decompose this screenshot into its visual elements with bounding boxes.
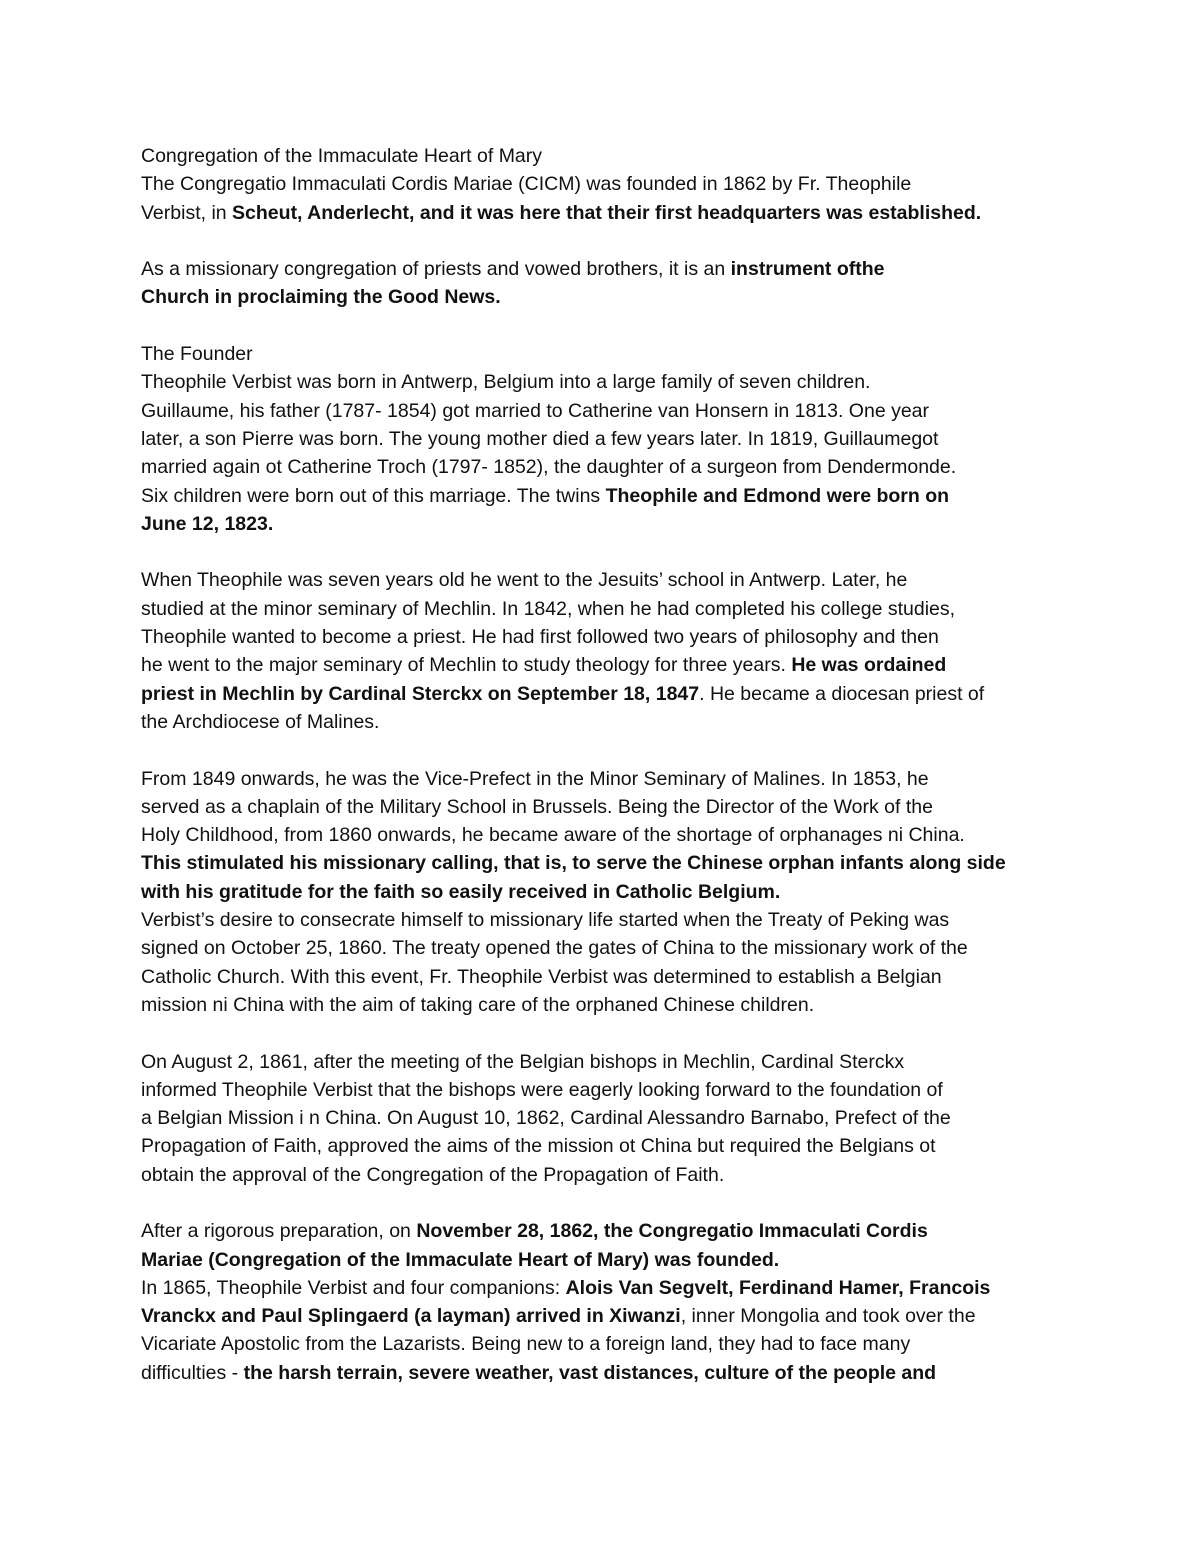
text-line (141, 1048, 1061, 1076)
text-line (141, 1246, 1061, 1274)
text-run: Theophile Verbist was born in Antwerp, Belgium into a large family of seven children. (141, 371, 871, 394)
text-line (141, 340, 1061, 368)
text-run: , inner Mongolia and took over the (680, 1305, 976, 1328)
text-line (141, 765, 1061, 793)
text-run: On August 2, 1861, after the meeting of the Belgian bishops in Mechlin, Cardinal Sterckx (141, 1050, 905, 1073)
text-line (141, 651, 1061, 679)
text-run: From 1849 onwards, he was the Vice-Prefect in the Minor Seminary of Malines. In 1853, he (141, 767, 929, 790)
text-run: served as a chaplain of the Military School in Brussels. Being the Director of the Work of the (141, 795, 933, 818)
text-line (141, 1302, 1061, 1330)
text-run: the Archdiocese of Malines. (141, 710, 380, 733)
text-line (141, 1161, 1061, 1189)
bold-text-run: June 12, 1823. (141, 512, 274, 535)
paragraph-gap (141, 227, 1061, 255)
text-run: he went to the major seminary of Mechlin to study theology for three years. (141, 654, 792, 677)
paragraph-gap (141, 538, 1061, 566)
text-line (141, 849, 1061, 877)
text-line (141, 142, 1061, 170)
text-run: When Theophile was seven years old he went to the Jesuits’ school in Antwerp. Later, he (141, 569, 908, 592)
text-run: The Congregatio Immaculati Cordis Mariae (CICM) was founded in 1862 by Fr. Theophile (141, 173, 912, 196)
bold-text-run: November 28, 1862, the Congregatio Immaculati Cordis (416, 1220, 928, 1243)
paragraph-gap (141, 312, 1061, 340)
text-run: difficulties - (141, 1361, 244, 1384)
text-line (141, 283, 1061, 311)
text-run: a Belgian Mission i n China. On August 10, 1862, Cardinal Alessandro Barnabo, Prefect of the (141, 1107, 951, 1130)
text-run: studied at the minor seminary of Mechlin. In 1842, when he had completed his college studies, (141, 597, 956, 620)
text-run: Theophile wanted to become a priest. He had first followed two years of philosophy and then (141, 626, 939, 649)
text-run: married again ot Catherine Troch (1797- 1852), the daughter of a surgeon from Dendermonde. (141, 456, 957, 479)
document-page (141, 142, 1061, 1387)
text-line (141, 623, 1061, 651)
text-line (141, 1330, 1061, 1358)
text-run: The Founder (141, 343, 253, 366)
paragraph-gap (141, 1019, 1061, 1047)
text-run: signed on October 25, 1860. The treaty opened the gates of China to the missionary work of the (141, 937, 968, 960)
paragraph (141, 255, 1061, 312)
bold-text-run: Alois Van Segvelt, Ferdinand Hamer, Francois (565, 1276, 991, 1299)
text-run: mission ni China with the aim of taking care of the orphaned Chinese children. (141, 993, 815, 1016)
text-line (141, 510, 1061, 538)
paragraph (141, 340, 1061, 538)
text-run: Propagation of Faith, approved the aims of the mission ot China but required the Belgians ot (141, 1135, 936, 1158)
text-line (141, 170, 1061, 198)
bold-text-run: He was ordained (791, 654, 947, 677)
bold-text-run: with his gratitude for the faith so easily received in Catholic Belgium. (141, 880, 781, 903)
bold-text-run: the harsh terrain, severe weather, vast distances, culture of the people and (243, 1361, 937, 1384)
paragraph-gap (141, 736, 1061, 764)
text-line (141, 199, 1061, 227)
text-line (141, 1104, 1061, 1132)
text-line (141, 425, 1061, 453)
text-run: informed Theophile Verbist that the bishops were eagerly looking forward to the foundation of (141, 1078, 943, 1101)
bold-text-run: Vranckx and Paul Splingaerd (a layman) arrived in Xiwanzi (141, 1305, 681, 1328)
paragraph (141, 566, 1061, 736)
paragraph (141, 142, 1061, 227)
text-line (141, 906, 1061, 934)
text-line (141, 595, 1061, 623)
text-line (141, 821, 1061, 849)
paragraph (141, 1048, 1061, 1189)
bold-text-run: Scheut, Anderlecht, and it was here that their first headquarters was established. (232, 201, 982, 224)
paragraph-gap (141, 1189, 1061, 1217)
text-line (141, 368, 1061, 396)
text-run: later, a son Pierre was born. The young mother died a few years later. In 1819, Guillaumegot (141, 427, 939, 450)
text-line (141, 934, 1061, 962)
text-line (141, 482, 1061, 510)
text-run: As a missionary congregation of priests and vowed brothers, it is an (141, 258, 731, 281)
text-run: After a rigorous preparation, on (141, 1220, 417, 1243)
bold-text-run: Theophile and Edmond were born on (605, 484, 950, 507)
text-line (141, 1076, 1061, 1104)
text-line (141, 963, 1061, 991)
text-line (141, 1132, 1061, 1160)
paragraph (141, 765, 1061, 1020)
bold-text-run: This stimulated his missionary calling, that is, to serve the Chinese orphan infants along side (141, 852, 1006, 875)
text-line (141, 708, 1061, 736)
text-line (141, 793, 1061, 821)
text-run: Verbist’s desire to consecrate himself to missionary life started when the Treaty of Peking was (141, 909, 950, 932)
text-line (141, 1217, 1061, 1245)
bold-text-run: priest in Mechlin by Cardinal Sterckx on September 18, 1847 (141, 682, 700, 705)
text-line (141, 1359, 1061, 1387)
text-run: Holy Childhood, from 1860 onwards, he became aware of the shortage of orphanages ni China. (141, 824, 965, 847)
bold-text-run: Mariae (Congregation of the Immaculate Heart of Mary) was founded. (141, 1248, 780, 1271)
text-line (141, 255, 1061, 283)
text-run: . He became a diocesan priest of (699, 682, 985, 705)
paragraph (141, 1217, 1061, 1387)
text-line (141, 991, 1061, 1019)
text-run: Guillaume, his father (1787- 1854) got married to Catherine van Honsern in 1813. One year (141, 399, 930, 422)
text-line (141, 1274, 1061, 1302)
text-run: Catholic Church. With this event, Fr. Theophile Verbist was determined to establish a Belgian (141, 965, 942, 988)
text-run: Vicariate Apostolic from the Lazarists. Being new to a foreign land, they had to face many (141, 1333, 911, 1356)
text-run: Congregation of the Immaculate Heart of Mary (141, 145, 543, 167)
text-line (141, 453, 1061, 481)
text-line (141, 566, 1061, 594)
bold-text-run: instrument ofthe (730, 258, 885, 281)
text-line (141, 680, 1061, 708)
bold-text-run: Church in proclaiming the Good News. (141, 286, 501, 309)
text-run: Six children were born out of this marriage. The twins (141, 484, 606, 507)
text-run: In 1865, Theophile Verbist and four companions: (141, 1276, 566, 1299)
text-line (141, 878, 1061, 906)
text-run: Verbist, in (141, 201, 233, 224)
text-run: obtain the approval of the Congregation of the Propagation of Faith. (141, 1163, 725, 1186)
text-line (141, 397, 1061, 425)
